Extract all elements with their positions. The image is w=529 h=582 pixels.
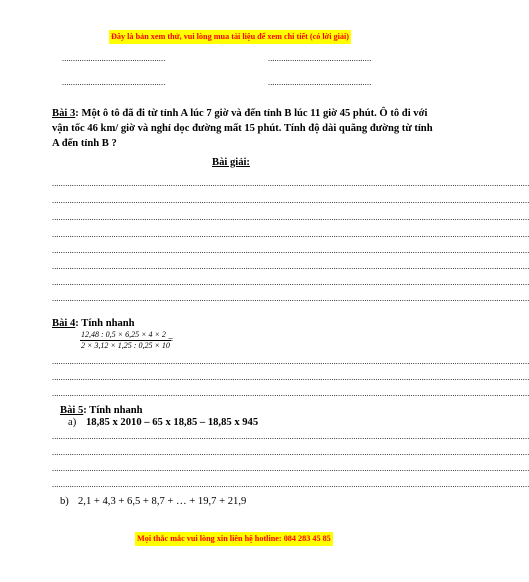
answer-line: ......................................................................................................................................................................................................................... [52, 230, 529, 239]
bai3-label: Bài 3 [52, 108, 76, 119]
answer-line: ......................................................................................................................................................................................................................... [52, 389, 529, 398]
answer-line: ......................................................................................................................................................................................................................... [52, 448, 529, 457]
bai3-text1: : Một ô tô đã đi từ tỉnh A lúc 7 giờ và đến tỉnh B lúc 11 giờ 45 phút. Ô tô đi với [75, 108, 428, 119]
fraction-denominator: 2 × 3,12 × 1,25 : 0,25 × 10 [81, 341, 170, 350]
answer-line: ......................................................................................................................................................................................................................... [52, 432, 529, 441]
answer-line: ......................................................................................................................................................................................................................... [52, 278, 529, 287]
answer-line: ............................................... [268, 54, 372, 63]
answer-line: ............................................... [268, 78, 372, 87]
header-banner: Đây là bản xem thử, vui lòng mua tài liệu để xem chi tiết (có lời giải) [109, 30, 351, 44]
answer-line: ......................................................................................................................................................................................................................... [52, 357, 529, 366]
answer-line: ......................................................................................................................................................................................................................... [52, 196, 529, 205]
bai5-title: : Tính nhanh [83, 405, 143, 416]
solution-title: Bài giải: [212, 157, 250, 168]
answer-line: ......................................................................................................................................................................................................................... [52, 179, 529, 188]
bai4-heading [52, 317, 135, 331]
answer-line: ......................................................................................................................................................................................................................... [52, 464, 529, 473]
footer-banner: Mọi thắc mắc vui lòng xin liên hệ hotline: 084 283 45 85 [135, 532, 333, 546]
bai4-title: : Tính nhanh [75, 318, 135, 329]
bai5-label: Bài 5 [60, 405, 84, 416]
bai3-line3: A đến tỉnh B ? [52, 138, 117, 149]
bai3-line2: vận tốc 46 km/ giờ và nghỉ dọc đường mất 15 phút. Tính độ dài quãng đường từ tỉnh [52, 123, 433, 134]
answer-line: ............................................... [62, 78, 166, 87]
bai4-label: Bài 4 [52, 318, 76, 329]
answer-line: ......................................................................................................................................................................................................................... [52, 262, 529, 271]
bai3-line1 [52, 107, 427, 121]
bai5-a-label: a) [68, 417, 77, 428]
answer-line: ......................................................................................................................................................................................................................... [52, 373, 529, 382]
equals-sign: = [168, 335, 174, 345]
answer-line: ......................................................................................................................................................................................................................... [52, 246, 529, 255]
answer-line: ............................................... [62, 54, 166, 63]
bai5-b-label: b) [60, 496, 69, 507]
answer-line: ......................................................................................................................................................................................................................... [52, 213, 529, 222]
bai4-fraction [80, 330, 174, 351]
answer-line: ......................................................................................................................................................................................................................... [52, 480, 529, 489]
bai5-a-expr: 18,85 x 2010 – 65 x 18,85 – 18,85 x 945 [86, 417, 259, 428]
bai5-b-expr: 2,1 + 4,3 + 6,5 + 8,7 + … + 19,7 + 21,9 [78, 496, 247, 507]
answer-line: ......................................................................................................................................................................................................................... [52, 294, 529, 303]
fraction-numerator: 12,48 : 0,5 × 6,25 × 4 × 2 [80, 330, 171, 341]
